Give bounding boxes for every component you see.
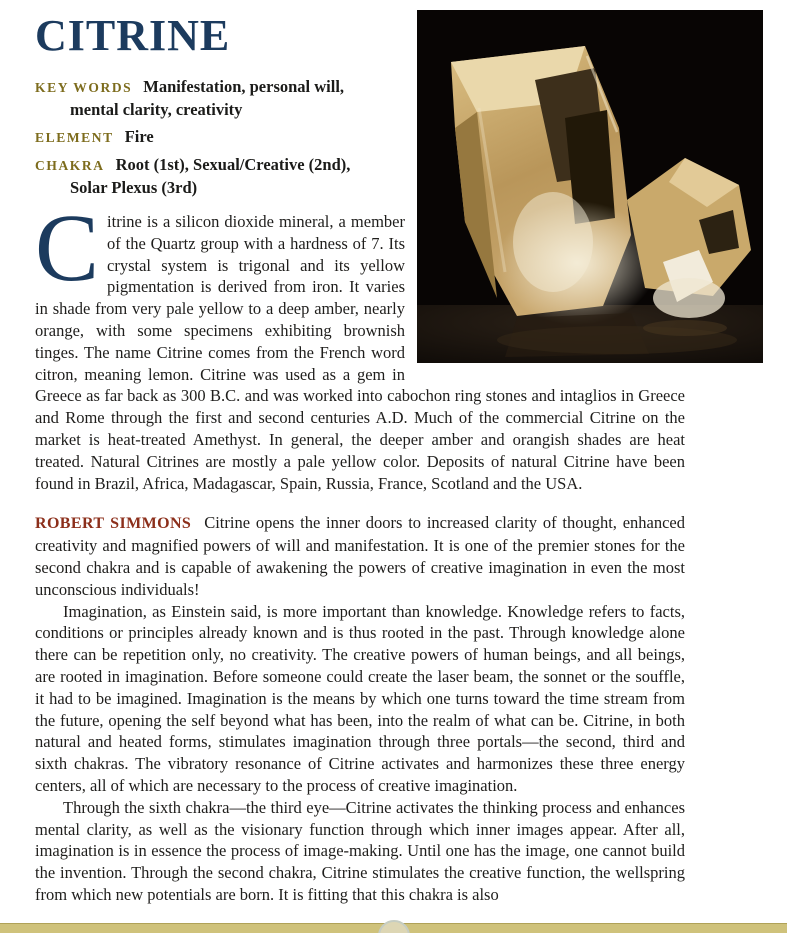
crystal-milky-patch (513, 192, 593, 292)
keywords-value: Manifestation, personal will, mental clarity, creativity (70, 77, 345, 119)
citrine-crystal-illustration (417, 10, 763, 363)
author-label: ROBERT SIMMONS (35, 515, 192, 533)
imagination-paragraph: Imagination, as Einstein said, is more important than knowledge. Knowledge refers to facts, conditions or principles already known and is thus rooted in the past. Through knowledge alone there can be repetition only, no creativity. The creative powers of human beings, and all beings, are rooted in imagination. Before someone could create the laser beam, the sonnet or the souffle, it had to be imagined. Imagination is the means by which one turns toward the time stream from the future, opening the self beyond what has been, into the realm of what can be. Citrine, in both natural and heated forms, stimulates imagination through three portals—the second, third and sixth chakras. The vibratory resonance of Citrine activates and harmonizes these three energy centers, all of which are necessary to the process of creative imagination. (35, 601, 685, 795)
sixth-chakra-paragraph: Through the sixth chakra—the third eye—Citrine activates the thinking process and enhances mental clarity, as well as the visionary function through which inner images appear. After all, imagination is in essence the process of image-making. Until one has the image, one cannot build the invention. Through the second chakra, Citrine stimulates the creative function, the wellspring from which new potentials are born. It is fitting that this chakra is also (35, 797, 685, 904)
element-label: ELEMENT (35, 130, 114, 145)
drop-cap: C (35, 194, 100, 301)
page-number-medallion (378, 920, 410, 933)
page-title: CITRINE (35, 11, 231, 60)
attributes-list (35, 76, 357, 199)
chakra-label: CHAKRA (35, 158, 105, 173)
chakra-row (35, 154, 357, 199)
chakra-value: Root (1st), Sexual/Creative (2nd), Solar Plexus (3rd) (70, 155, 351, 197)
citrine-crystal-photo (417, 10, 763, 363)
element-row (35, 126, 357, 149)
element-value: Fire (124, 127, 154, 146)
simmons-paragraph (35, 512, 685, 600)
keywords-row (35, 76, 357, 121)
reflection-amber (643, 320, 727, 336)
cluster-base-glow (653, 278, 725, 318)
keywords-label: KEY WORDS (35, 80, 133, 95)
simmons-lead: Citrine opens the inner doors to increased clarity of thought, enhanced creativity and magnified powers of will and manifestation. It is one of the premier stones for the second chakra and is capable of awakening the powers of creative imagination in even the most unconscious individuals! (35, 513, 686, 599)
intro-text: itrine is a silicon dioxide mineral, a member of the Quartz group with a hardness of 7. Its crystal system is trigonal and its yellow pigmentation is derived from iron. It varies in shade from very pale yellow to a deep amber, nearly orange, with some specimens exhibiting brownish tinges. The name Citrine comes from the French word citron, meaning lemon. Citrine was used as a gem in Greece as far back as 300 B.C. and was worked into cabochon ring stones and intaglios in Greece and Rome through the first and second centuries A.D. Much of the commercial Citrine on the market is heat-treated Amethyst. In general, the deeper amber and orangish shades are heat treated. Natural Citrines are mostly a pale yellow color. Deposits of natural Citrine have been found in Brazil, Africa, Madagascar, Spain, Russia, France, Scotland and the USA. (35, 212, 685, 493)
